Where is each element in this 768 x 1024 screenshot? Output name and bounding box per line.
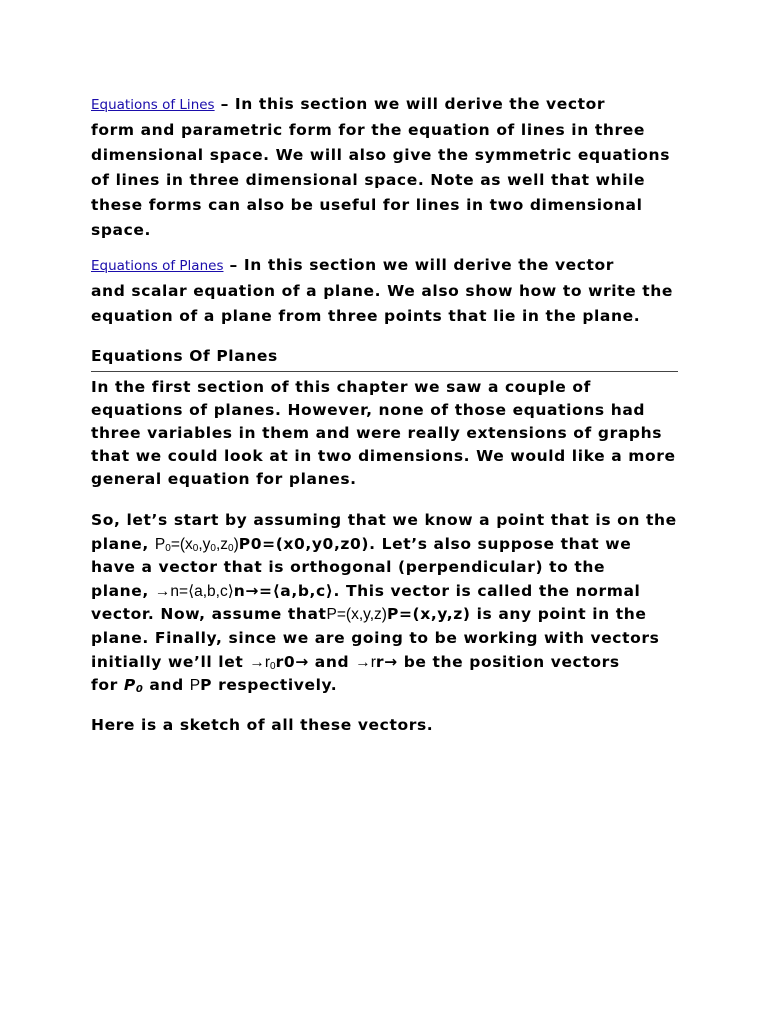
equations-of-lines-link[interactable]: Equations of Lines <box>91 97 215 113</box>
body-line-6: plane. Finally, since we are going to be working with vectors <box>91 628 660 647</box>
normal-vector-math: →n=⟨a,b,c⟩ <box>154 582 234 600</box>
intro-paragraph <box>91 376 691 491</box>
closing-line: Here is a sketch of all these vectors. <box>91 715 434 734</box>
body-line-7: initially we’ll let $\to r_0r0\to$ and →rr→ be the position vectors <box>91 652 620 672</box>
body-line-2-a: plane, <box>91 534 155 553</box>
normal-vector-bold: n→=⟨a,b,c⟩ <box>233 581 334 600</box>
section-lines-line-3: dimensional space. We will also give the symmetric equations <box>91 146 671 164</box>
p-bold: P <box>200 676 213 695</box>
intro-line-1: In the first section of this chapter we saw a couple of <box>91 378 591 396</box>
body-line-4: plane, →n=⟨a,b,c⟩n→=⟨a,b,c⟩. This vector is called the normal <box>91 581 641 600</box>
p0-italic: $P_0$ <box>123 676 144 696</box>
body-line-2 <box>91 533 691 557</box>
section-lines <box>91 92 691 243</box>
intro-line-2: equations of planes. However, none of those equations had <box>91 401 646 419</box>
position-r-math: →r <box>355 653 376 671</box>
section-lines-line-5: these forms can also be useful for lines in two dimensional <box>91 196 643 214</box>
intro-line-4: that we could look at in two dimensions. We would like a more <box>91 447 676 465</box>
section-planes-line-2: and scalar equation of a plane. We also show how to write the <box>91 282 674 300</box>
intro-line-3: three variables in them and were really extensions of graphs <box>91 424 663 442</box>
equations-of-planes-link[interactable]: Equations of Planes <box>91 258 224 274</box>
body-line-2-b: . Let’s also suppose that we <box>369 534 632 553</box>
section-lines-line-6: space. <box>91 221 151 239</box>
point-p0-math: $P_0=(x_0,y_0,z_0)$ <box>154 535 239 554</box>
point-p0-bold: P0=(x0,y0,z0) <box>238 534 370 553</box>
section-lines-line-4: of lines in three dimensional space. Note as well that while <box>91 171 646 189</box>
page-heading: Equations Of Planes <box>91 345 678 372</box>
point-p-math: P=(x,y,z) <box>326 606 387 624</box>
position-r0-bold: r0→ <box>275 652 309 671</box>
body-line-8: for $P_0$ and PP respectively. <box>91 676 338 696</box>
body-paragraph <box>91 509 691 698</box>
body-line-5: vector. Now, assume thatP=(x,y,z)P=(x,y,z) is any point in the <box>91 605 647 624</box>
section-lines-line-2: form and parametric form for the equation of lines in three <box>91 121 645 139</box>
position-r0-math: $\to r_0$ <box>249 653 276 672</box>
intro-line-5: general equation for planes. <box>91 470 357 488</box>
body-line-3: have a vector that is orthogonal (perpendicular) to the <box>91 558 606 577</box>
document-page <box>91 92 691 738</box>
point-p-bold: P=(x,y,z) <box>386 605 471 624</box>
section-lines-line-1 <box>91 92 691 118</box>
p-math: P <box>189 677 201 695</box>
section-planes-line-1 <box>91 253 691 279</box>
position-r-bold: r→ <box>375 652 398 671</box>
section-planes <box>91 253 691 329</box>
section-planes-text-1: – In this section we will derive the vector <box>223 256 615 274</box>
section-planes-line-3: equation of a plane from three points that lie in the plane. <box>91 307 641 325</box>
body-line-1: So, let’s start by assuming that we know a point that is on the <box>91 511 677 529</box>
section-lines-text-1: – In this section we will derive the vector <box>214 95 606 113</box>
